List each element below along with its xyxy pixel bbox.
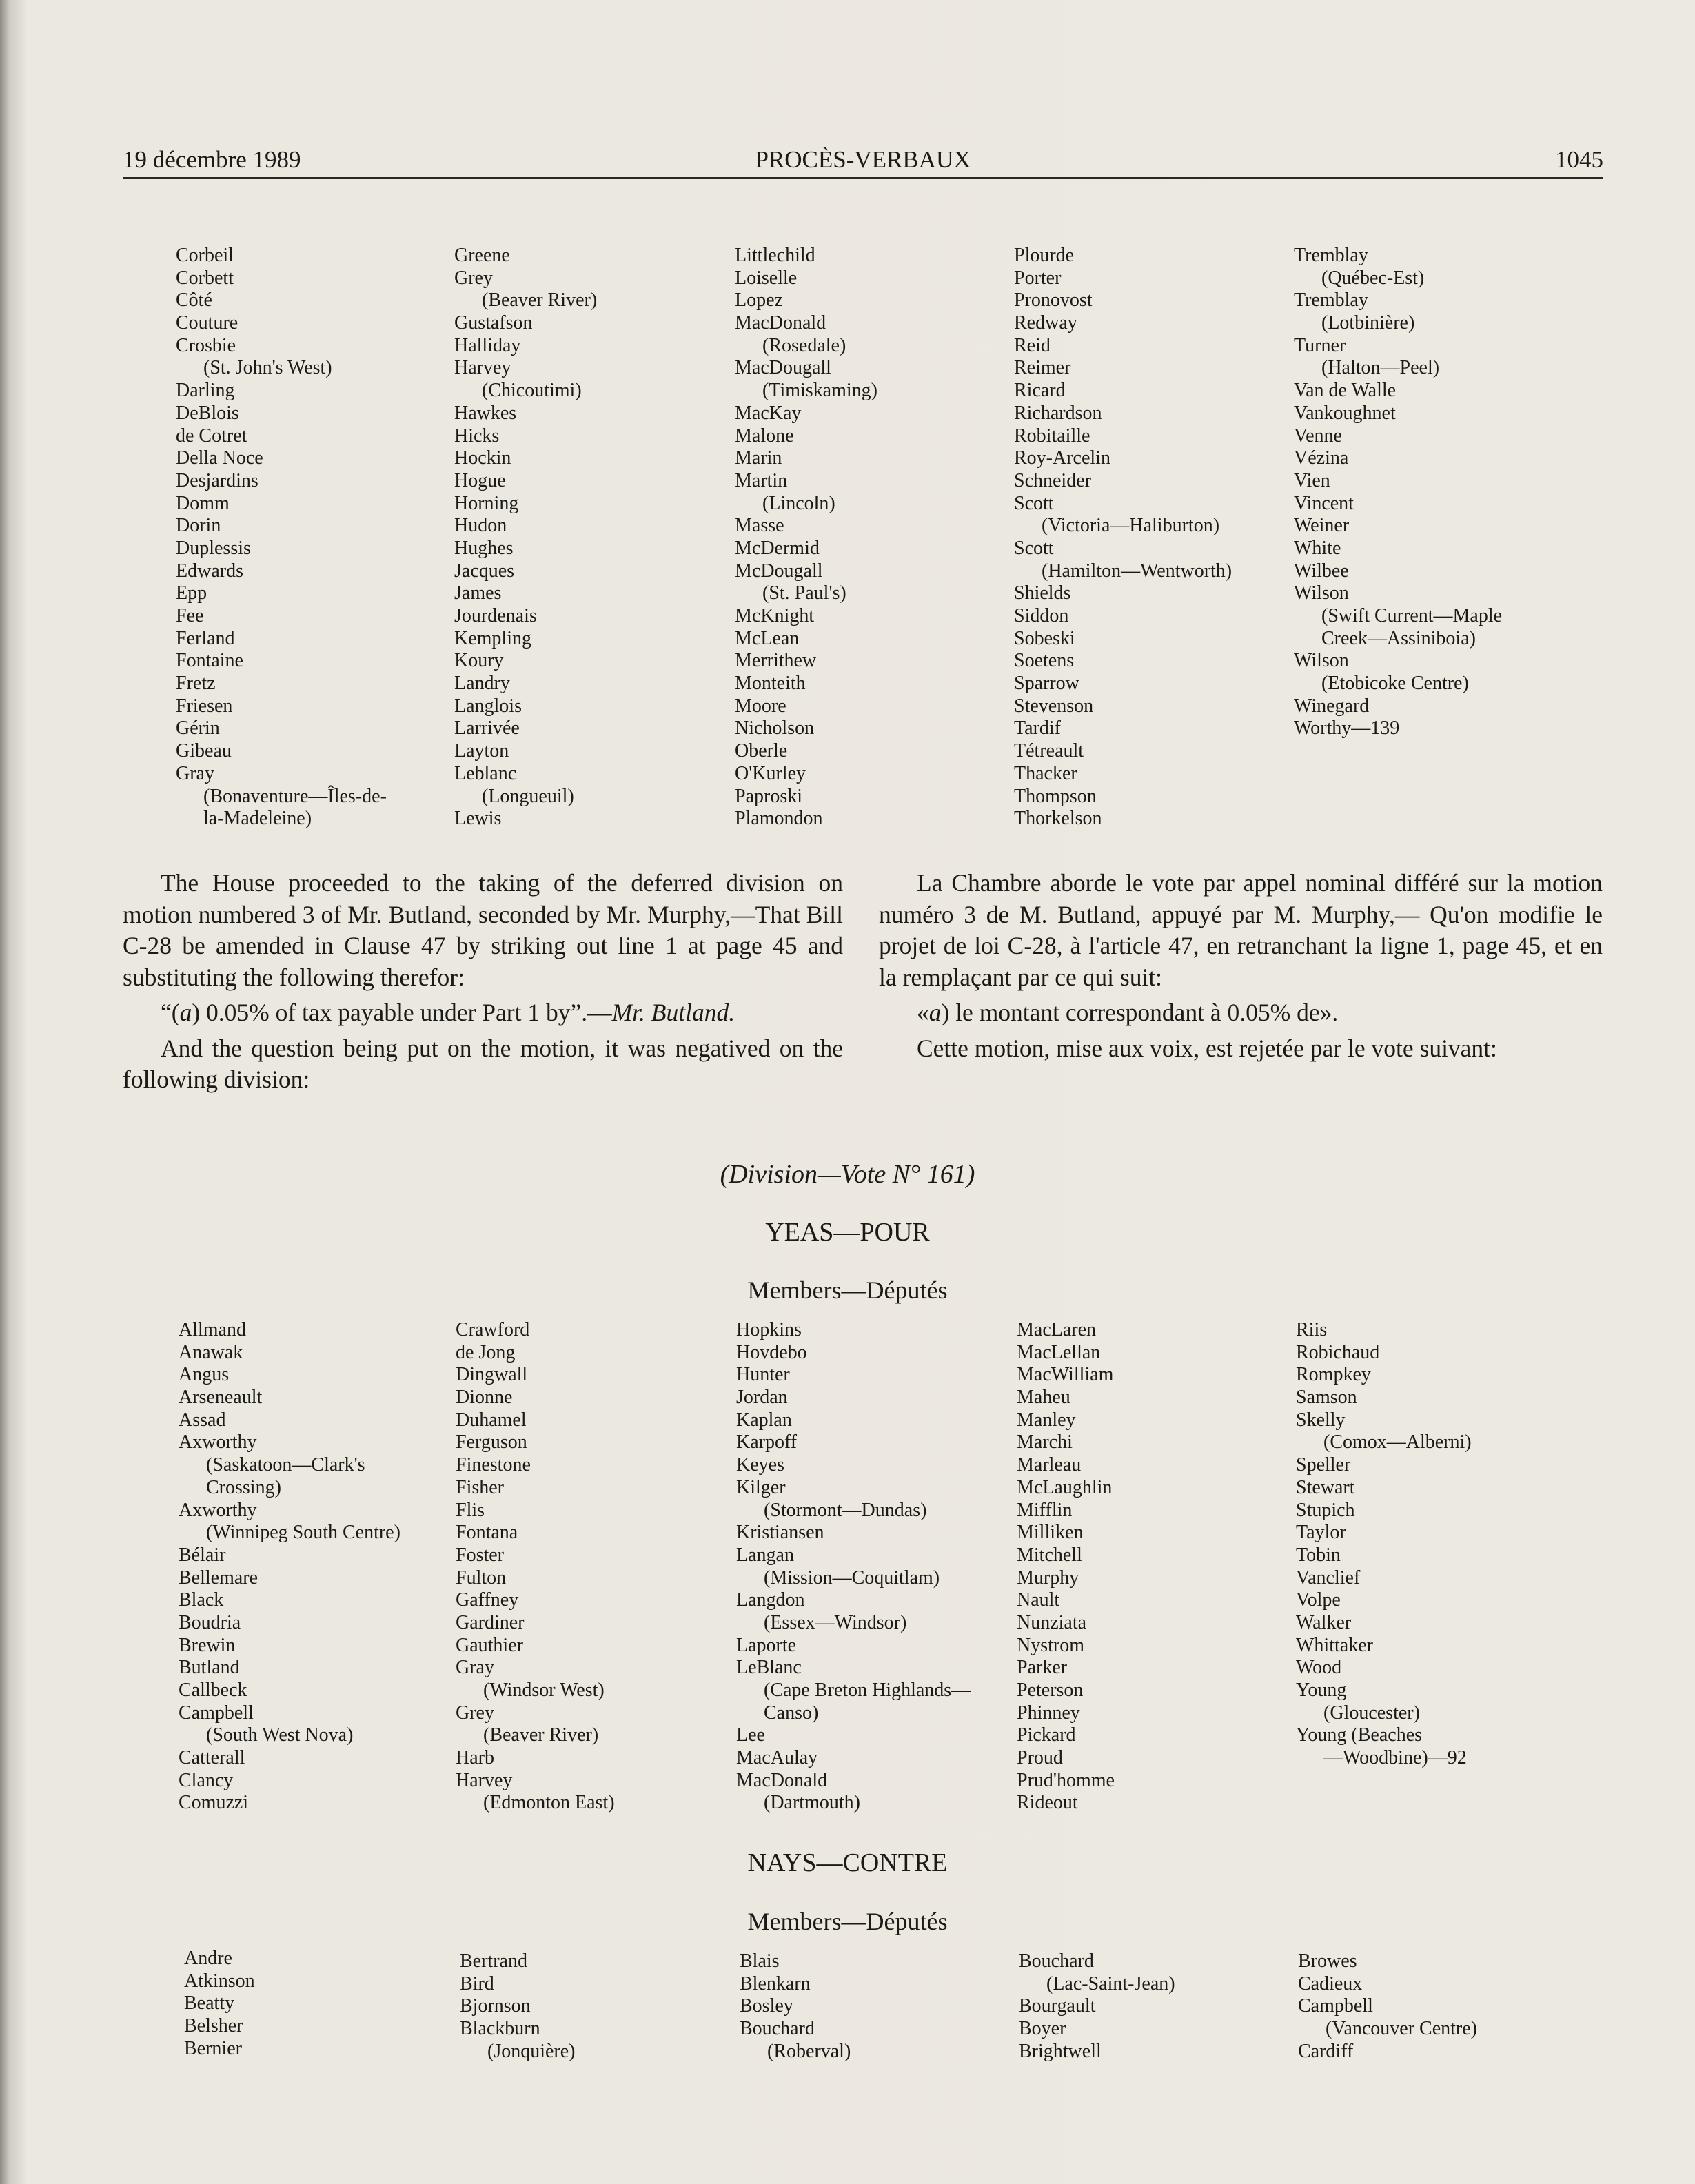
- member-riding: (Stormont—Dundas): [764, 1499, 927, 1521]
- header-date: 19 décembre 1989: [123, 146, 301, 173]
- member-name: Horning: [454, 492, 519, 514]
- member-name: Bourgault: [1019, 1995, 1096, 2017]
- yeas-heading: YEAS—POUR: [765, 1218, 930, 1247]
- member-name: Desjardins: [176, 469, 258, 491]
- member-name: Merrithew: [735, 650, 817, 672]
- member-name: Ferland: [176, 627, 235, 649]
- member-name: Stevenson: [1014, 695, 1094, 717]
- member-riding: (Gloucester): [1323, 1702, 1420, 1724]
- english-text: [123, 868, 843, 1096]
- member-name: Kristiansen: [736, 1522, 824, 1544]
- member-name: Nystrom: [1017, 1634, 1084, 1656]
- member-name: Gray: [456, 1657, 494, 1679]
- member-name: Hopkins: [736, 1319, 802, 1340]
- member-name: Assad: [179, 1409, 226, 1431]
- member-name: Rompkey: [1296, 1364, 1371, 1386]
- member-name: Bellemare: [179, 1566, 258, 1589]
- member-riding: (Beaver River): [483, 1724, 599, 1746]
- member-name: Pickard: [1017, 1724, 1076, 1746]
- member-name: Browes: [1298, 1950, 1357, 1972]
- member-name: Vincent: [1294, 492, 1354, 514]
- member-name: Hawkes: [454, 402, 517, 424]
- member-riding: (South West Nova): [206, 1724, 354, 1746]
- member-riding: (Jonquière): [487, 2040, 576, 2062]
- member-riding: (Beaver River): [482, 289, 598, 312]
- member-name: Catterall: [179, 1747, 245, 1769]
- member-name: Nault: [1017, 1589, 1060, 1611]
- member-name: MacKay: [735, 402, 802, 424]
- member-name: Kaplan: [736, 1409, 792, 1431]
- member-riding: (Hamilton—Wentworth): [1042, 560, 1232, 582]
- member-riding: (Timiskaming): [762, 380, 877, 402]
- member-name: Blais: [740, 1950, 780, 1972]
- member-name: Karpoff: [736, 1431, 798, 1453]
- member-name: Oberle: [735, 740, 788, 762]
- member-name: MacAulay: [736, 1747, 818, 1769]
- member-name: Skelly: [1296, 1409, 1346, 1431]
- member-name: Fontana: [456, 1522, 518, 1544]
- member-name: Martin: [735, 469, 788, 491]
- member-name: Mitchell: [1017, 1544, 1082, 1566]
- member-name: Jacques: [454, 560, 515, 582]
- top-list-col-1: [176, 245, 387, 830]
- yeas-col-1: [179, 1319, 400, 1815]
- member-name: Hudon: [454, 515, 507, 537]
- member-name: Gray: [176, 762, 214, 784]
- member-name: Speller: [1296, 1454, 1351, 1476]
- member-name: Peterson: [1017, 1680, 1084, 1701]
- member-name: Fulton: [456, 1566, 507, 1589]
- member-name: Bernier: [184, 2037, 242, 2059]
- member-name: Gibeau: [176, 740, 232, 762]
- member-name: Axworthy: [179, 1431, 257, 1453]
- nays-col-3: [740, 1950, 851, 2063]
- member-name: Bertrand: [460, 1950, 527, 1972]
- member-name: Tétreault: [1014, 740, 1084, 762]
- member-name: Anawak: [179, 1341, 243, 1363]
- french-motion: La Chambre aborde le vote par appel nominal différé sur la motion numéro 3 de M. Butland, appuyé par M. Murphy,— Qu'on modifie le projet de loi C-28, à l'article 47, en retranchant la ligne 1, page 45, et en la remplaçant par ce qui suit:: [879, 869, 1603, 991]
- member-name: Lopez: [735, 289, 783, 312]
- member-riding: (Dartmouth): [764, 1792, 860, 1814]
- member-name: Domm: [176, 492, 230, 514]
- division-heading: (Division—Vote N° 161): [720, 1160, 975, 1189]
- member-name: Porter: [1014, 267, 1062, 289]
- member-riding: (Lac-Saint-Jean): [1046, 1972, 1175, 1994]
- member-name: MacLaren: [1017, 1319, 1097, 1340]
- member-riding: (Vancouver Centre): [1326, 2018, 1478, 2040]
- member-name: Stewart: [1296, 1476, 1355, 1498]
- member-riding: (Lincoln): [762, 492, 835, 514]
- member-name: Mifflin: [1017, 1499, 1073, 1521]
- member-name: Beatty: [184, 1992, 235, 2014]
- member-name: Butland: [179, 1657, 240, 1679]
- member-name: Walker: [1296, 1611, 1352, 1633]
- member-name: Jourdenais: [454, 605, 537, 626]
- member-name: Bouchard: [1019, 1950, 1094, 1972]
- member-name: Littlechild: [735, 245, 815, 266]
- yeas-col-2: [456, 1319, 615, 1815]
- member-name: Marin: [735, 447, 782, 469]
- member-name: Sparrow: [1014, 673, 1079, 695]
- member-name: Halliday: [454, 334, 521, 356]
- member-name: Vankoughnet: [1294, 402, 1396, 424]
- member-name: McDermid: [735, 537, 820, 559]
- member-name: Arseneault: [179, 1387, 263, 1409]
- member-name: Maheu: [1017, 1387, 1070, 1409]
- top-list-col-4: [1014, 245, 1232, 830]
- member-riding: (Cape Breton Highlands—: [764, 1680, 971, 1701]
- member-name: Allmand: [179, 1319, 246, 1340]
- member-name: Greene: [454, 245, 510, 266]
- member-riding: Canso): [764, 1702, 819, 1724]
- member-name: Dingwall: [456, 1364, 528, 1386]
- member-name: MacDonald: [735, 312, 826, 334]
- member-riding: (Bonaventure—Îles-de-: [203, 785, 387, 807]
- french-amendment: «a) le montant correspondant à 0.05% de».: [917, 999, 1339, 1026]
- member-riding: (St. John's West): [203, 357, 332, 379]
- member-name: Bjornson: [460, 1995, 531, 2017]
- member-riding: Creek—Assiniboia): [1321, 627, 1476, 649]
- member-name: Richardson: [1014, 402, 1102, 424]
- member-name: Friesen: [176, 695, 233, 717]
- yeas-col-4: [1017, 1319, 1115, 1815]
- member-name: Milliken: [1017, 1522, 1084, 1544]
- member-name: Larrivée: [454, 717, 520, 739]
- member-name: de Jong: [456, 1341, 516, 1363]
- member-name: Scott: [1014, 492, 1054, 514]
- top-list-col-2: [454, 245, 597, 830]
- member-name: Soetens: [1014, 650, 1075, 672]
- yeas-subheading: Members—Députés: [747, 1276, 948, 1304]
- member-name: Crawford: [456, 1319, 530, 1340]
- member-name: Plourde: [1014, 245, 1075, 266]
- member-name: Taylor: [1296, 1522, 1346, 1544]
- member-name: Kempling: [454, 627, 531, 649]
- member-riding: (Chicoutimi): [482, 380, 582, 402]
- member-name: Duplessis: [176, 537, 251, 559]
- member-name: Pronovost: [1014, 289, 1093, 312]
- member-name: Cardiff: [1298, 2040, 1354, 2062]
- member-name: Proud: [1017, 1747, 1063, 1769]
- nays-col-2: [460, 1950, 576, 2063]
- member-riding: (Winnipeg South Centre): [206, 1522, 400, 1544]
- english-result: And the question being put on the motion, it was negatived on the following division:: [123, 1034, 843, 1093]
- member-riding: (Lotbinière): [1321, 312, 1415, 334]
- top-list-col-3: [735, 245, 877, 830]
- header-page-number: 1045: [1555, 146, 1603, 173]
- nays-col-4: [1019, 1950, 1175, 2063]
- member-name: Atkinson: [184, 1970, 255, 1992]
- member-name: Whittaker: [1296, 1634, 1373, 1656]
- member-name: Loiselle: [735, 267, 798, 289]
- member-name: Plamondon: [735, 808, 823, 830]
- member-name: Axworthy: [179, 1499, 257, 1521]
- member-name: Manley: [1017, 1409, 1076, 1431]
- member-name: Jordan: [736, 1387, 788, 1409]
- member-name: Crosbie: [176, 334, 236, 356]
- member-name: Gustafson: [454, 312, 533, 334]
- member-name: Gardiner: [456, 1611, 525, 1633]
- member-name: Darling: [176, 380, 235, 402]
- member-name: Andre: [184, 1948, 232, 1969]
- member-name: Boyer: [1019, 2018, 1066, 2040]
- member-name: Riis: [1296, 1319, 1328, 1340]
- member-riding: (Etobicoke Centre): [1321, 673, 1469, 695]
- member-name: Moore: [735, 695, 786, 717]
- member-name: Couture: [176, 312, 238, 334]
- member-name: McDougall: [735, 560, 823, 582]
- member-name: Tardif: [1014, 717, 1062, 739]
- member-name: Paproski: [735, 785, 802, 807]
- member-riding: (Saskatoon—Clark's: [206, 1454, 365, 1476]
- member-name: Finestone: [456, 1454, 531, 1476]
- member-name: Harb: [456, 1747, 494, 1769]
- member-name: Lewis: [454, 808, 502, 830]
- member-name: Marchi: [1017, 1431, 1073, 1453]
- member-name: Callbeck: [179, 1680, 247, 1701]
- member-name: Nicholson: [735, 717, 815, 739]
- member-name: Della Noce: [176, 447, 263, 469]
- member-name: Corbeil: [176, 245, 234, 266]
- member-name: de Cotret: [176, 425, 247, 447]
- member-riding: la-Madeleine): [203, 808, 312, 830]
- member-name: Black: [179, 1589, 224, 1611]
- member-name: Koury: [454, 650, 504, 672]
- member-name: Rideout: [1017, 1792, 1078, 1814]
- member-name: Bélair: [179, 1544, 226, 1566]
- member-name: MacDougall: [735, 357, 831, 379]
- member-name: Côté: [176, 289, 212, 312]
- member-name: Laporte: [736, 1634, 797, 1656]
- member-name: Samson: [1296, 1387, 1357, 1409]
- yeas-col-5: [1296, 1319, 1472, 1770]
- member-name: Hughes: [454, 537, 514, 559]
- member-name: Dionne: [456, 1387, 513, 1409]
- member-name: Bosley: [740, 1995, 793, 2017]
- member-name: Kilger: [736, 1476, 786, 1498]
- member-name: Venne: [1294, 425, 1342, 447]
- nays-col-5: [1298, 1950, 1477, 2063]
- member-name: Wood: [1296, 1657, 1342, 1679]
- member-name: Reid: [1014, 334, 1051, 356]
- member-name: Winegard: [1294, 695, 1370, 717]
- member-name: Brightwell: [1019, 2040, 1102, 2062]
- member-name: Hogue: [454, 469, 506, 491]
- member-name: O'Kurley: [735, 762, 806, 784]
- member-name: Prud'homme: [1017, 1769, 1115, 1791]
- member-name: Robitaille: [1014, 425, 1090, 447]
- member-name: Landry: [454, 673, 510, 695]
- member-name: Corbett: [176, 267, 234, 289]
- member-name: Wilson: [1294, 650, 1349, 672]
- member-name: Nunziata: [1017, 1611, 1087, 1633]
- member-name: Leblanc: [454, 762, 517, 784]
- member-riding: (Essex—Windsor): [764, 1611, 907, 1633]
- member-name: Langdon: [736, 1589, 805, 1611]
- member-name: Duhamel: [456, 1409, 527, 1431]
- member-name: Fisher: [456, 1476, 504, 1498]
- member-name: Hicks: [454, 425, 500, 447]
- member-name: Young (Beaches: [1296, 1724, 1423, 1746]
- member-name: Bird: [460, 1972, 494, 1994]
- member-name: Edwards: [176, 560, 243, 582]
- member-name: Tobin: [1296, 1544, 1341, 1566]
- member-name: Hovdebo: [736, 1341, 807, 1363]
- member-name: Schneider: [1014, 469, 1091, 491]
- member-name: Thacker: [1014, 762, 1077, 784]
- member-name: McLaughlin: [1017, 1476, 1113, 1498]
- member-name: Redway: [1014, 312, 1077, 334]
- member-name: Ferguson: [456, 1431, 527, 1453]
- member-name: Cadieux: [1298, 1972, 1363, 1994]
- member-name: Tremblay: [1294, 289, 1368, 312]
- member-riding: (Longueuil): [482, 785, 574, 807]
- member-name: Scott: [1014, 537, 1054, 559]
- member-name: Clancy: [179, 1769, 234, 1791]
- english-motion: The House proceeded to the taking of the deferred division on motion numbered 3 of Mr. Butland, seconded by Mr. Murphy,—That Bill C-28 be amended in Clause 47 by striking out line 1 at page 45 and substituting the following therefor:: [123, 869, 843, 991]
- member-name: Blackburn: [460, 2018, 540, 2040]
- member-name: Angus: [179, 1364, 230, 1386]
- member-riding: (Rosedale): [762, 334, 846, 356]
- member-name: Hockin: [454, 447, 511, 469]
- member-name: Vézina: [1294, 447, 1349, 469]
- member-name: Tremblay: [1294, 245, 1368, 266]
- member-name: Epp: [176, 582, 207, 604]
- page-header: [123, 146, 1603, 181]
- member-name: Hunter: [736, 1364, 790, 1386]
- member-name: Monteith: [735, 673, 806, 695]
- member-name: Gauthier: [456, 1634, 523, 1656]
- member-riding: (Windsor West): [483, 1680, 605, 1701]
- member-name: Fontaine: [176, 650, 243, 672]
- member-riding: (Québec-Est): [1321, 267, 1425, 289]
- member-riding: (Mission—Coquitlam): [764, 1566, 940, 1589]
- member-name: Thorkelson: [1014, 808, 1102, 830]
- member-riding: Crossing): [206, 1476, 281, 1498]
- member-name: Gaffney: [456, 1589, 519, 1611]
- member-name: Wilson: [1294, 582, 1349, 604]
- member-name: Roy-Arcelin: [1014, 447, 1110, 469]
- member-name: Belsher: [184, 2015, 243, 2037]
- member-name: Reimer: [1014, 357, 1071, 379]
- member-name: Shields: [1014, 582, 1071, 604]
- member-name: Fretz: [176, 673, 216, 695]
- member-riding: (St. Paul's): [762, 582, 846, 604]
- header-title: PROCÈS-VERBAUX: [755, 146, 971, 173]
- member-name: Young: [1296, 1680, 1347, 1701]
- member-riding: (Comox—Alberni): [1323, 1431, 1472, 1453]
- french-result: Cette motion, mise aux voix, est rejetée par le vote suivant:: [917, 1034, 1497, 1062]
- member-name: Parker: [1017, 1657, 1068, 1679]
- member-name: Boudria: [179, 1611, 241, 1633]
- member-name: Dorin: [176, 515, 221, 537]
- member-name: Weiner: [1294, 515, 1350, 537]
- nays-subheading: Members—Députés: [747, 1908, 948, 1935]
- member-name: LeBlanc: [736, 1657, 802, 1679]
- member-name: Grey: [454, 267, 493, 289]
- member-name: Wilbee: [1294, 560, 1349, 582]
- member-name: Grey: [456, 1702, 494, 1724]
- member-name: Sobeski: [1014, 627, 1075, 649]
- member-name: Turner: [1294, 334, 1346, 356]
- member-name: MacLellan: [1017, 1341, 1101, 1363]
- member-name: MacWilliam: [1017, 1364, 1114, 1386]
- member-name: Fee: [176, 605, 204, 626]
- member-name: Harvey: [456, 1769, 513, 1791]
- member-name: MacDonald: [736, 1769, 828, 1791]
- member-riding: (Swift Current—Maple: [1321, 605, 1503, 626]
- english-amendment: “(a) 0.05% of tax payable under Part 1 by”.—Mr. Butland.: [161, 999, 735, 1026]
- member-name: Bouchard: [740, 2018, 815, 2040]
- french-text: [879, 868, 1603, 1064]
- member-name: Blenkarn: [740, 1972, 811, 1994]
- member-riding: (Roberval): [767, 2040, 851, 2062]
- member-name: Campbell: [179, 1702, 254, 1724]
- member-name: Thompson: [1014, 785, 1097, 807]
- nays-col-1: [184, 1948, 255, 2060]
- member-name: Foster: [456, 1544, 504, 1566]
- member-name: McKnight: [735, 605, 815, 626]
- member-name: Flis: [456, 1499, 485, 1521]
- yeas-col-3: [736, 1319, 971, 1815]
- member-name: Harvey: [454, 357, 511, 379]
- member-name: McLean: [735, 627, 800, 649]
- member-name: Brewin: [179, 1634, 236, 1656]
- member-name: Marleau: [1017, 1454, 1082, 1476]
- member-name: Gérin: [176, 717, 220, 739]
- member-name: Murphy: [1017, 1566, 1079, 1589]
- member-name: Phinney: [1017, 1702, 1080, 1724]
- member-riding: (Edmonton East): [483, 1792, 615, 1814]
- member-name: Layton: [454, 740, 509, 762]
- member-name: Volpe: [1296, 1589, 1341, 1611]
- member-name: Siddon: [1014, 605, 1069, 626]
- member-name: Vien: [1294, 469, 1330, 491]
- member-name: Worthy—139: [1294, 717, 1400, 739]
- member-name: Robichaud: [1296, 1341, 1380, 1363]
- member-riding: (Halton—Peel): [1321, 357, 1440, 379]
- member-riding: —Woodbine)—92: [1323, 1747, 1467, 1769]
- member-name: Langan: [736, 1544, 794, 1566]
- member-name: Lee: [736, 1724, 765, 1746]
- member-name: Langlois: [454, 695, 522, 717]
- member-name: Comuzzi: [179, 1792, 249, 1814]
- nays-heading: NAYS—CONTRE: [747, 1848, 948, 1877]
- top-list-col-5: [1294, 245, 1502, 740]
- member-name: Masse: [735, 515, 784, 537]
- header-rule: [123, 177, 1603, 179]
- member-name: James: [454, 582, 502, 604]
- member-name: White: [1294, 537, 1341, 559]
- member-name: Keyes: [736, 1454, 784, 1476]
- member-name: Malone: [735, 425, 794, 447]
- member-name: Campbell: [1298, 1995, 1373, 2017]
- member-name: Vanclief: [1296, 1566, 1361, 1589]
- member-name: Stupich: [1296, 1499, 1355, 1521]
- member-name: Ricard: [1014, 380, 1066, 402]
- member-name: DeBlois: [176, 402, 239, 424]
- member-riding: (Victoria—Haliburton): [1042, 515, 1220, 537]
- member-name: Van de Walle: [1294, 380, 1397, 402]
